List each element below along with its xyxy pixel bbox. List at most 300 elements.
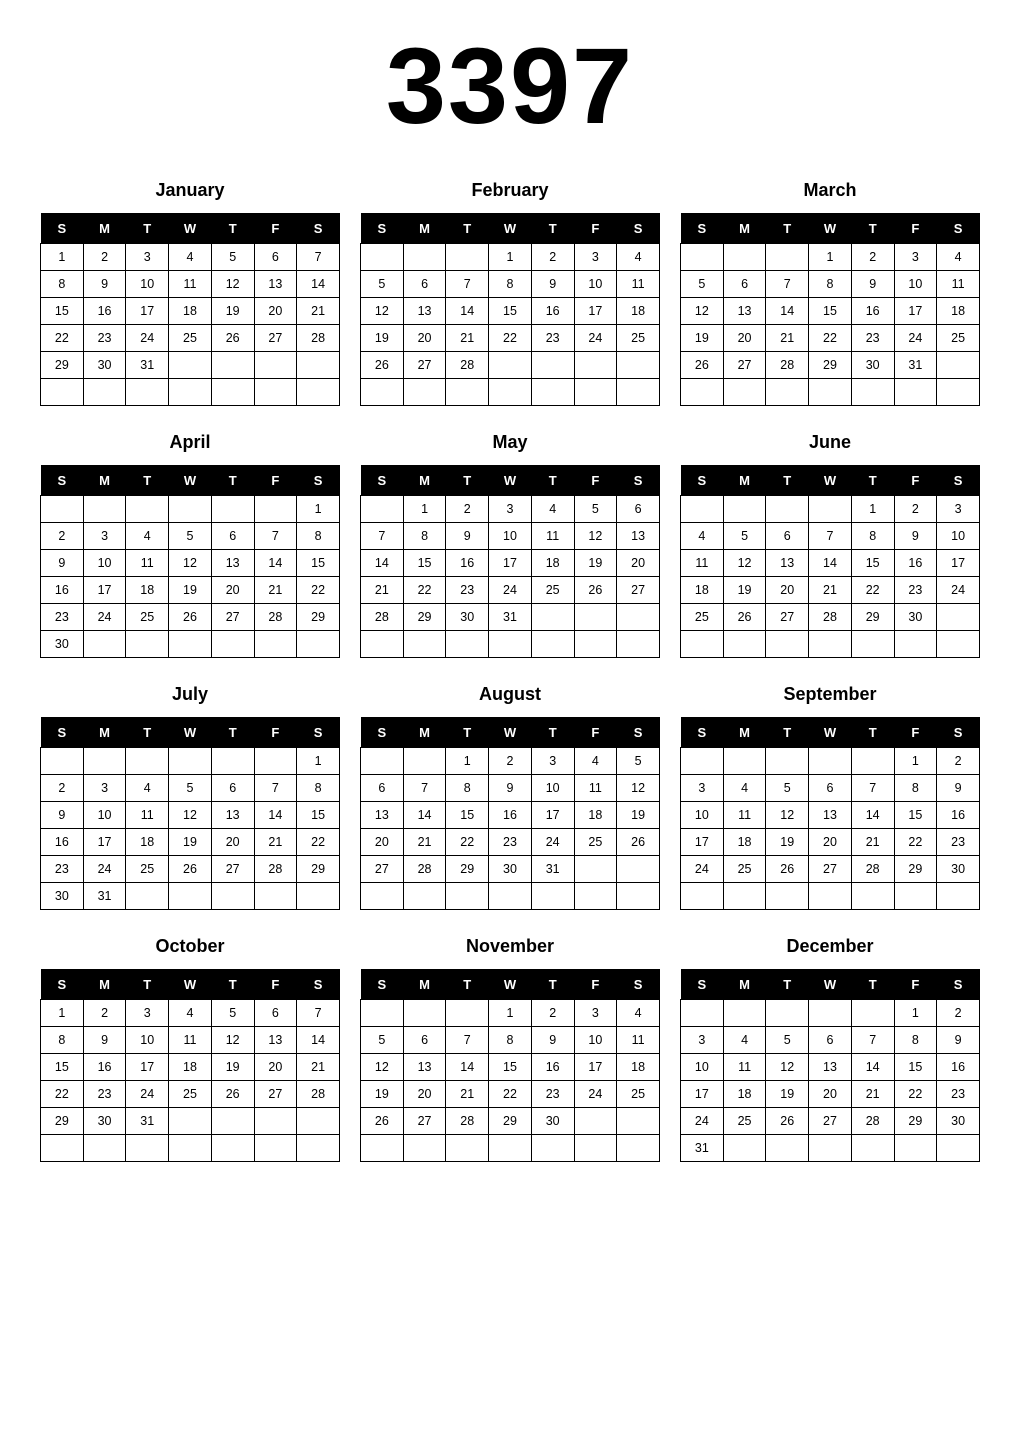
day-cell[interactable]: 17: [489, 550, 532, 577]
day-cell[interactable]: 20: [403, 1081, 446, 1108]
day-cell[interactable]: 26: [169, 856, 212, 883]
day-cell[interactable]: 3: [83, 523, 126, 550]
day-cell[interactable]: 4: [169, 244, 212, 271]
day-cell[interactable]: 3: [574, 244, 617, 271]
day-cell[interactable]: 14: [851, 802, 894, 829]
day-cell[interactable]: 15: [297, 550, 340, 577]
day-cell[interactable]: [211, 379, 254, 406]
day-cell[interactable]: 20: [617, 550, 660, 577]
day-cell[interactable]: 23: [851, 325, 894, 352]
day-cell[interactable]: [937, 631, 980, 658]
day-cell[interactable]: 9: [446, 523, 489, 550]
day-cell[interactable]: 29: [41, 352, 84, 379]
day-cell[interactable]: [937, 352, 980, 379]
day-cell[interactable]: 14: [446, 298, 489, 325]
day-cell[interactable]: 12: [361, 298, 404, 325]
day-cell[interactable]: [297, 379, 340, 406]
day-cell[interactable]: [681, 748, 724, 775]
day-cell[interactable]: [531, 631, 574, 658]
day-cell[interactable]: [851, 379, 894, 406]
day-cell[interactable]: 10: [681, 802, 724, 829]
day-cell[interactable]: 23: [83, 325, 126, 352]
day-cell[interactable]: [403, 748, 446, 775]
day-cell[interactable]: 25: [169, 325, 212, 352]
day-cell[interactable]: [83, 1135, 126, 1162]
day-cell[interactable]: 16: [531, 1054, 574, 1081]
day-cell[interactable]: [169, 1108, 212, 1135]
day-cell[interactable]: 13: [809, 802, 852, 829]
day-cell[interactable]: 19: [211, 298, 254, 325]
day-cell[interactable]: 11: [723, 1054, 766, 1081]
day-cell[interactable]: [403, 631, 446, 658]
day-cell[interactable]: 26: [681, 352, 724, 379]
day-cell[interactable]: [446, 379, 489, 406]
day-cell[interactable]: 7: [851, 1027, 894, 1054]
day-cell[interactable]: 5: [617, 748, 660, 775]
day-cell[interactable]: [83, 379, 126, 406]
day-cell[interactable]: 28: [361, 604, 404, 631]
day-cell[interactable]: [723, 748, 766, 775]
day-cell[interactable]: 20: [723, 325, 766, 352]
day-cell[interactable]: 26: [361, 352, 404, 379]
day-cell[interactable]: 2: [489, 748, 532, 775]
day-cell[interactable]: [254, 631, 297, 658]
day-cell[interactable]: 15: [446, 802, 489, 829]
day-cell[interactable]: 7: [809, 523, 852, 550]
day-cell[interactable]: 2: [41, 523, 84, 550]
day-cell[interactable]: 20: [809, 829, 852, 856]
day-cell[interactable]: 3: [681, 1027, 724, 1054]
day-cell[interactable]: 5: [169, 523, 212, 550]
day-cell[interactable]: 11: [126, 550, 169, 577]
day-cell[interactable]: 26: [723, 604, 766, 631]
day-cell[interactable]: 20: [254, 298, 297, 325]
day-cell[interactable]: [211, 1135, 254, 1162]
day-cell[interactable]: 26: [766, 856, 809, 883]
day-cell[interactable]: 28: [297, 1081, 340, 1108]
day-cell[interactable]: 21: [403, 829, 446, 856]
day-cell[interactable]: 3: [126, 244, 169, 271]
day-cell[interactable]: 31: [894, 352, 937, 379]
day-cell[interactable]: 8: [297, 775, 340, 802]
day-cell[interactable]: [894, 1135, 937, 1162]
day-cell[interactable]: 8: [851, 523, 894, 550]
day-cell[interactable]: 18: [126, 829, 169, 856]
day-cell[interactable]: [617, 379, 660, 406]
day-cell[interactable]: 24: [83, 856, 126, 883]
day-cell[interactable]: 3: [681, 775, 724, 802]
day-cell[interactable]: 6: [211, 775, 254, 802]
day-cell[interactable]: 23: [83, 1081, 126, 1108]
day-cell[interactable]: 23: [937, 1081, 980, 1108]
day-cell[interactable]: 31: [489, 604, 532, 631]
day-cell[interactable]: [766, 244, 809, 271]
day-cell[interactable]: 13: [617, 523, 660, 550]
day-cell[interactable]: 13: [211, 550, 254, 577]
day-cell[interactable]: [531, 1135, 574, 1162]
day-cell[interactable]: 22: [41, 325, 84, 352]
day-cell[interactable]: 21: [851, 1081, 894, 1108]
day-cell[interactable]: 13: [809, 1054, 852, 1081]
day-cell[interactable]: 14: [446, 1054, 489, 1081]
day-cell[interactable]: [297, 1135, 340, 1162]
day-cell[interactable]: 18: [574, 802, 617, 829]
day-cell[interactable]: 28: [403, 856, 446, 883]
day-cell[interactable]: [211, 748, 254, 775]
day-cell[interactable]: 5: [211, 1000, 254, 1027]
day-cell[interactable]: 17: [531, 802, 574, 829]
day-cell[interactable]: 2: [937, 1000, 980, 1027]
day-cell[interactable]: 23: [41, 856, 84, 883]
day-cell[interactable]: 2: [851, 244, 894, 271]
day-cell[interactable]: 26: [211, 325, 254, 352]
day-cell[interactable]: 29: [489, 1108, 532, 1135]
day-cell[interactable]: [403, 1135, 446, 1162]
day-cell[interactable]: 11: [723, 802, 766, 829]
day-cell[interactable]: 26: [574, 577, 617, 604]
day-cell[interactable]: 4: [574, 748, 617, 775]
day-cell[interactable]: 14: [361, 550, 404, 577]
day-cell[interactable]: 15: [809, 298, 852, 325]
day-cell[interactable]: 8: [894, 1027, 937, 1054]
day-cell[interactable]: 8: [297, 523, 340, 550]
day-cell[interactable]: [851, 748, 894, 775]
day-cell[interactable]: 6: [766, 523, 809, 550]
day-cell[interactable]: [681, 1000, 724, 1027]
day-cell[interactable]: 14: [297, 1027, 340, 1054]
day-cell[interactable]: 14: [254, 550, 297, 577]
day-cell[interactable]: 22: [297, 577, 340, 604]
day-cell[interactable]: 18: [169, 298, 212, 325]
day-cell[interactable]: [361, 379, 404, 406]
day-cell[interactable]: 9: [489, 775, 532, 802]
day-cell[interactable]: 24: [574, 325, 617, 352]
day-cell[interactable]: [489, 379, 532, 406]
day-cell[interactable]: [297, 883, 340, 910]
day-cell[interactable]: 24: [894, 325, 937, 352]
day-cell[interactable]: 11: [531, 523, 574, 550]
day-cell[interactable]: [617, 604, 660, 631]
day-cell[interactable]: 24: [681, 1108, 724, 1135]
day-cell[interactable]: [403, 883, 446, 910]
day-cell[interactable]: [489, 1135, 532, 1162]
day-cell[interactable]: 27: [403, 352, 446, 379]
day-cell[interactable]: [851, 883, 894, 910]
day-cell[interactable]: [126, 1135, 169, 1162]
day-cell[interactable]: 11: [169, 271, 212, 298]
day-cell[interactable]: 26: [361, 1108, 404, 1135]
day-cell[interactable]: [681, 379, 724, 406]
day-cell[interactable]: 28: [254, 604, 297, 631]
day-cell[interactable]: 7: [297, 244, 340, 271]
day-cell[interactable]: 31: [126, 352, 169, 379]
day-cell[interactable]: 5: [169, 775, 212, 802]
day-cell[interactable]: 12: [766, 802, 809, 829]
day-cell[interactable]: 25: [617, 1081, 660, 1108]
day-cell[interactable]: 7: [851, 775, 894, 802]
day-cell[interactable]: 10: [83, 802, 126, 829]
day-cell[interactable]: 7: [254, 523, 297, 550]
day-cell[interactable]: 20: [254, 1054, 297, 1081]
day-cell[interactable]: 1: [403, 496, 446, 523]
day-cell[interactable]: 13: [723, 298, 766, 325]
day-cell[interactable]: 7: [403, 775, 446, 802]
day-cell[interactable]: [403, 244, 446, 271]
day-cell[interactable]: [937, 883, 980, 910]
day-cell[interactable]: 2: [83, 244, 126, 271]
day-cell[interactable]: 28: [851, 856, 894, 883]
day-cell[interactable]: 9: [894, 523, 937, 550]
day-cell[interactable]: [617, 1135, 660, 1162]
day-cell[interactable]: 21: [361, 577, 404, 604]
day-cell[interactable]: 9: [851, 271, 894, 298]
day-cell[interactable]: 17: [937, 550, 980, 577]
day-cell[interactable]: 9: [531, 1027, 574, 1054]
day-cell[interactable]: 12: [574, 523, 617, 550]
day-cell[interactable]: [766, 379, 809, 406]
day-cell[interactable]: 19: [723, 577, 766, 604]
day-cell[interactable]: 18: [617, 1054, 660, 1081]
day-cell[interactable]: [126, 631, 169, 658]
day-cell[interactable]: 8: [41, 271, 84, 298]
day-cell[interactable]: 25: [937, 325, 980, 352]
day-cell[interactable]: 24: [489, 577, 532, 604]
day-cell[interactable]: 5: [766, 775, 809, 802]
day-cell[interactable]: [681, 496, 724, 523]
day-cell[interactable]: 21: [297, 1054, 340, 1081]
day-cell[interactable]: 22: [489, 325, 532, 352]
day-cell[interactable]: [489, 352, 532, 379]
day-cell[interactable]: 25: [126, 856, 169, 883]
day-cell[interactable]: 1: [41, 1000, 84, 1027]
day-cell[interactable]: 31: [531, 856, 574, 883]
day-cell[interactable]: [723, 496, 766, 523]
day-cell[interactable]: 5: [361, 271, 404, 298]
day-cell[interactable]: [531, 883, 574, 910]
day-cell[interactable]: 19: [766, 829, 809, 856]
day-cell[interactable]: 1: [894, 748, 937, 775]
day-cell[interactable]: 13: [361, 802, 404, 829]
day-cell[interactable]: [169, 883, 212, 910]
day-cell[interactable]: [83, 631, 126, 658]
day-cell[interactable]: [361, 631, 404, 658]
day-cell[interactable]: [41, 379, 84, 406]
day-cell[interactable]: 15: [297, 802, 340, 829]
day-cell[interactable]: 6: [809, 775, 852, 802]
day-cell[interactable]: 10: [937, 523, 980, 550]
day-cell[interactable]: 1: [297, 748, 340, 775]
day-cell[interactable]: 6: [254, 1000, 297, 1027]
day-cell[interactable]: 27: [809, 1108, 852, 1135]
day-cell[interactable]: 5: [361, 1027, 404, 1054]
day-cell[interactable]: 2: [937, 748, 980, 775]
day-cell[interactable]: 27: [254, 325, 297, 352]
day-cell[interactable]: 22: [851, 577, 894, 604]
day-cell[interactable]: 3: [937, 496, 980, 523]
day-cell[interactable]: 17: [574, 1054, 617, 1081]
day-cell[interactable]: 4: [723, 1027, 766, 1054]
day-cell[interactable]: [617, 856, 660, 883]
day-cell[interactable]: 21: [446, 1081, 489, 1108]
day-cell[interactable]: [809, 748, 852, 775]
day-cell[interactable]: 30: [894, 604, 937, 631]
day-cell[interactable]: 18: [723, 1081, 766, 1108]
day-cell[interactable]: [617, 1108, 660, 1135]
day-cell[interactable]: 25: [617, 325, 660, 352]
day-cell[interactable]: 14: [297, 271, 340, 298]
day-cell[interactable]: 25: [169, 1081, 212, 1108]
day-cell[interactable]: 11: [681, 550, 724, 577]
day-cell[interactable]: 7: [297, 1000, 340, 1027]
day-cell[interactable]: 27: [766, 604, 809, 631]
day-cell[interactable]: [766, 1135, 809, 1162]
day-cell[interactable]: 30: [531, 1108, 574, 1135]
day-cell[interactable]: 19: [169, 829, 212, 856]
day-cell[interactable]: 27: [403, 1108, 446, 1135]
day-cell[interactable]: 5: [723, 523, 766, 550]
day-cell[interactable]: 24: [83, 604, 126, 631]
day-cell[interactable]: 12: [211, 271, 254, 298]
day-cell[interactable]: [574, 379, 617, 406]
day-cell[interactable]: 22: [809, 325, 852, 352]
day-cell[interactable]: 28: [851, 1108, 894, 1135]
day-cell[interactable]: [937, 1135, 980, 1162]
day-cell[interactable]: [809, 631, 852, 658]
day-cell[interactable]: [723, 631, 766, 658]
day-cell[interactable]: 10: [83, 550, 126, 577]
day-cell[interactable]: 1: [446, 748, 489, 775]
day-cell[interactable]: 23: [937, 829, 980, 856]
day-cell[interactable]: 25: [723, 856, 766, 883]
day-cell[interactable]: 28: [766, 352, 809, 379]
day-cell[interactable]: 23: [531, 325, 574, 352]
day-cell[interactable]: 12: [617, 775, 660, 802]
day-cell[interactable]: 26: [766, 1108, 809, 1135]
day-cell[interactable]: 22: [41, 1081, 84, 1108]
day-cell[interactable]: 30: [41, 883, 84, 910]
day-cell[interactable]: 19: [361, 325, 404, 352]
day-cell[interactable]: 2: [894, 496, 937, 523]
day-cell[interactable]: 8: [41, 1027, 84, 1054]
day-cell[interactable]: 17: [894, 298, 937, 325]
day-cell[interactable]: 9: [937, 775, 980, 802]
day-cell[interactable]: 22: [403, 577, 446, 604]
day-cell[interactable]: [403, 1000, 446, 1027]
day-cell[interactable]: 26: [617, 829, 660, 856]
day-cell[interactable]: [809, 1000, 852, 1027]
day-cell[interactable]: 8: [403, 523, 446, 550]
day-cell[interactable]: [41, 1135, 84, 1162]
day-cell[interactable]: 23: [894, 577, 937, 604]
day-cell[interactable]: [809, 883, 852, 910]
day-cell[interactable]: [446, 1135, 489, 1162]
day-cell[interactable]: 12: [169, 802, 212, 829]
day-cell[interactable]: 27: [211, 604, 254, 631]
day-cell[interactable]: 30: [83, 1108, 126, 1135]
day-cell[interactable]: 2: [531, 1000, 574, 1027]
day-cell[interactable]: 10: [894, 271, 937, 298]
day-cell[interactable]: 31: [681, 1135, 724, 1162]
day-cell[interactable]: 28: [297, 325, 340, 352]
day-cell[interactable]: 6: [403, 1027, 446, 1054]
day-cell[interactable]: 3: [83, 775, 126, 802]
day-cell[interactable]: 16: [937, 1054, 980, 1081]
day-cell[interactable]: 20: [809, 1081, 852, 1108]
day-cell[interactable]: 31: [83, 883, 126, 910]
day-cell[interactable]: [531, 604, 574, 631]
day-cell[interactable]: 20: [766, 577, 809, 604]
day-cell[interactable]: [531, 352, 574, 379]
day-cell[interactable]: 9: [41, 802, 84, 829]
day-cell[interactable]: 3: [489, 496, 532, 523]
day-cell[interactable]: 24: [681, 856, 724, 883]
day-cell[interactable]: 29: [894, 1108, 937, 1135]
day-cell[interactable]: [574, 1108, 617, 1135]
day-cell[interactable]: [211, 1108, 254, 1135]
day-cell[interactable]: [681, 244, 724, 271]
day-cell[interactable]: [574, 631, 617, 658]
day-cell[interactable]: 1: [894, 1000, 937, 1027]
day-cell[interactable]: 21: [254, 577, 297, 604]
day-cell[interactable]: 19: [169, 577, 212, 604]
day-cell[interactable]: 12: [211, 1027, 254, 1054]
day-cell[interactable]: [361, 1135, 404, 1162]
day-cell[interactable]: 8: [809, 271, 852, 298]
day-cell[interactable]: 16: [851, 298, 894, 325]
day-cell[interactable]: 13: [254, 271, 297, 298]
day-cell[interactable]: 19: [211, 1054, 254, 1081]
day-cell[interactable]: [361, 496, 404, 523]
day-cell[interactable]: [809, 1135, 852, 1162]
day-cell[interactable]: 4: [617, 1000, 660, 1027]
day-cell[interactable]: 17: [574, 298, 617, 325]
day-cell[interactable]: 21: [254, 829, 297, 856]
day-cell[interactable]: 5: [574, 496, 617, 523]
day-cell[interactable]: [809, 496, 852, 523]
day-cell[interactable]: 18: [723, 829, 766, 856]
day-cell[interactable]: [211, 352, 254, 379]
day-cell[interactable]: 29: [41, 1108, 84, 1135]
day-cell[interactable]: [574, 1135, 617, 1162]
day-cell[interactable]: 6: [809, 1027, 852, 1054]
day-cell[interactable]: 18: [531, 550, 574, 577]
day-cell[interactable]: [169, 631, 212, 658]
day-cell[interactable]: 13: [254, 1027, 297, 1054]
day-cell[interactable]: [41, 748, 84, 775]
day-cell[interactable]: [254, 379, 297, 406]
day-cell[interactable]: 16: [937, 802, 980, 829]
day-cell[interactable]: 13: [403, 1054, 446, 1081]
day-cell[interactable]: [489, 883, 532, 910]
day-cell[interactable]: 2: [531, 244, 574, 271]
day-cell[interactable]: [211, 631, 254, 658]
day-cell[interactable]: 9: [531, 271, 574, 298]
day-cell[interactable]: 29: [894, 856, 937, 883]
day-cell[interactable]: [41, 496, 84, 523]
day-cell[interactable]: 4: [126, 775, 169, 802]
day-cell[interactable]: [894, 631, 937, 658]
day-cell[interactable]: 27: [723, 352, 766, 379]
day-cell[interactable]: 20: [211, 829, 254, 856]
day-cell[interactable]: 9: [41, 550, 84, 577]
day-cell[interactable]: 6: [403, 271, 446, 298]
day-cell[interactable]: 29: [403, 604, 446, 631]
day-cell[interactable]: 27: [211, 856, 254, 883]
day-cell[interactable]: 26: [211, 1081, 254, 1108]
day-cell[interactable]: 10: [126, 1027, 169, 1054]
day-cell[interactable]: 16: [83, 1054, 126, 1081]
day-cell[interactable]: [894, 883, 937, 910]
